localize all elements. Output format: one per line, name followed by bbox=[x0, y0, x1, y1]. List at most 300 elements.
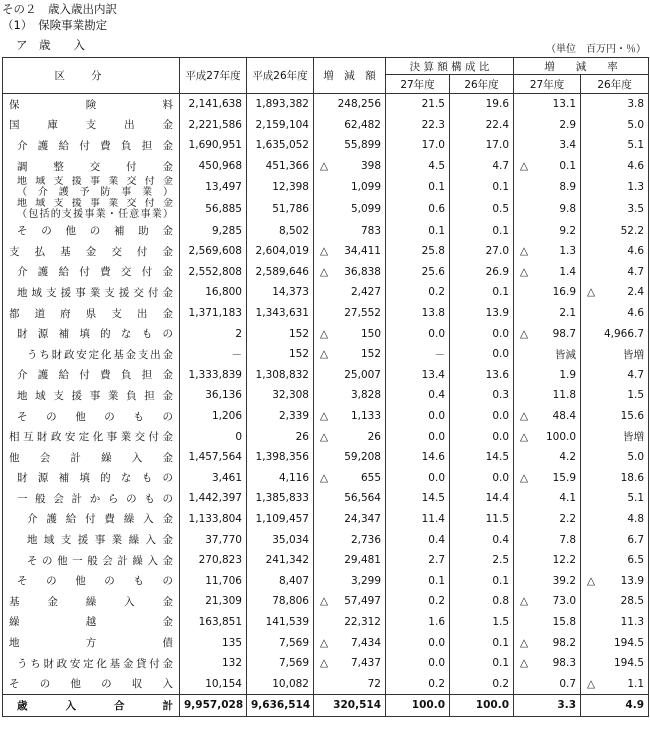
cell-diff-value: 22,312 bbox=[344, 615, 381, 628]
cell-rate-26-value: 5.1 bbox=[627, 139, 645, 152]
cell-diff-value: 36,838 bbox=[344, 265, 381, 278]
cell-rate-27 bbox=[514, 550, 581, 571]
cell-rate-26-value: 5.0 bbox=[627, 118, 645, 131]
cell-rate-27-value: 7.8 bbox=[559, 533, 577, 546]
row-label-text: 介護給付費交付金 bbox=[17, 266, 173, 279]
cell-rate-27-value: 1.9 bbox=[559, 368, 577, 381]
cell-h27-value: 37,770 bbox=[205, 533, 242, 546]
table-row bbox=[3, 426, 649, 447]
cell-diff bbox=[314, 176, 386, 198]
cell-diff-value: 3,828 bbox=[350, 389, 381, 402]
cell-comp-27-value: 0.4 bbox=[428, 533, 445, 546]
cell-rate-26 bbox=[581, 365, 649, 386]
cell-diff-value: 27,552 bbox=[344, 307, 381, 320]
cell-h26 bbox=[247, 323, 314, 344]
cell-comp-27 bbox=[386, 262, 450, 283]
cell-h27 bbox=[180, 570, 247, 591]
row-label-text: その他のもの bbox=[17, 575, 173, 588]
cell-h26 bbox=[247, 468, 314, 489]
cell-h26-value: 2,339 bbox=[278, 410, 309, 423]
table-row bbox=[3, 488, 649, 509]
cell-comp-26-value: 0.4 bbox=[492, 533, 510, 546]
cell-rate-26 bbox=[581, 344, 649, 365]
cell-comp-26 bbox=[450, 323, 514, 344]
cell-comp-27-value: 22.3 bbox=[421, 118, 445, 131]
cell-rate-27-value: 1.3 bbox=[559, 245, 577, 258]
row-label bbox=[3, 529, 180, 550]
row-label-text: うち財政安定化基金支出金 bbox=[27, 348, 173, 361]
cell-rate-27 bbox=[514, 385, 581, 406]
cell-comp-26 bbox=[450, 135, 514, 156]
cell-comp-26-value: 0.5 bbox=[492, 203, 510, 216]
cell-comp-27-value: 0.2 bbox=[428, 286, 445, 299]
row-label bbox=[3, 385, 180, 406]
cell-comp-27 bbox=[386, 156, 450, 177]
cell-h26 bbox=[247, 262, 314, 283]
row-label bbox=[3, 632, 180, 653]
row-label-text: 介護給付費繰入金 bbox=[27, 513, 173, 526]
cell-comp-27-value: 2.7 bbox=[428, 554, 445, 567]
cell-comp-27 bbox=[386, 632, 450, 653]
cell-h27 bbox=[180, 653, 247, 674]
row-label bbox=[3, 156, 180, 177]
cell-h27 bbox=[180, 488, 247, 509]
cell-h26 bbox=[247, 550, 314, 571]
cell-h26-value: 51,786 bbox=[272, 203, 309, 216]
cell-diff bbox=[314, 406, 386, 427]
total-row bbox=[3, 695, 649, 717]
total-c26 bbox=[450, 695, 514, 717]
row-label bbox=[3, 344, 180, 365]
table-row bbox=[3, 156, 649, 177]
col-rate-26: 26年度 bbox=[581, 75, 649, 94]
cell-rate-26 bbox=[581, 550, 649, 571]
cell-comp-26-value: 0.1 bbox=[492, 224, 510, 237]
cell-h26 bbox=[247, 344, 314, 365]
cell-comp-27 bbox=[386, 220, 450, 241]
negative-mark: △ bbox=[320, 348, 329, 361]
cell-diff bbox=[314, 468, 386, 489]
cell-rate-27-value: 2.9 bbox=[559, 118, 577, 131]
cell-h26 bbox=[247, 94, 314, 115]
cell-rate-26-value: 194.5 bbox=[613, 636, 645, 649]
cell-diff-value: 655 bbox=[360, 471, 381, 484]
negative-mark: △ bbox=[320, 657, 329, 670]
cell-diff-value: 1,099 bbox=[350, 181, 381, 194]
cell-h26-value: 35,034 bbox=[272, 533, 309, 546]
cell-h27-value: 11,706 bbox=[205, 574, 242, 587]
cell-rate-27 bbox=[514, 135, 581, 156]
negative-mark: △ bbox=[520, 265, 529, 278]
cell-h27 bbox=[180, 426, 247, 447]
cell-rate-26 bbox=[581, 135, 649, 156]
cell-diff bbox=[314, 447, 386, 468]
row-label bbox=[3, 406, 180, 427]
cell-comp-27 bbox=[386, 591, 450, 612]
cell-h27 bbox=[180, 344, 247, 365]
col-h26: 平成26年度 bbox=[247, 58, 314, 94]
row-label-text: 財源補填的なもの bbox=[17, 472, 173, 485]
cell-h26 bbox=[247, 303, 314, 324]
table-row bbox=[3, 591, 649, 612]
cell-rate-26 bbox=[581, 94, 649, 115]
total-label: 歳入合計 bbox=[3, 695, 180, 717]
cell-comp-26-value: 1.5 bbox=[492, 615, 510, 628]
cell-h27 bbox=[180, 632, 247, 653]
cell-rate-26 bbox=[581, 468, 649, 489]
cell-h26 bbox=[247, 176, 314, 198]
cell-comp-27-value: 0.4 bbox=[428, 389, 445, 402]
col-diff: 増 減 額 bbox=[314, 58, 386, 94]
col-composition: 決 算 額 構 成 比 bbox=[386, 58, 514, 75]
cell-comp-26 bbox=[450, 488, 514, 509]
cell-diff-value: 26 bbox=[367, 430, 381, 443]
cell-comp-27-value: 0.2 bbox=[428, 677, 445, 690]
cell-rate-27 bbox=[514, 632, 581, 653]
col-h27: 平成27年度 bbox=[180, 58, 247, 94]
cell-rate-27-value: 16.9 bbox=[552, 286, 577, 299]
cell-h26 bbox=[247, 653, 314, 674]
cell-h26 bbox=[247, 570, 314, 591]
cell-rate-26-value: 194.5 bbox=[613, 657, 645, 670]
row-label-text: 調整交付金 bbox=[17, 160, 173, 173]
cell-rate-26-value: 4.7 bbox=[627, 368, 645, 381]
cell-comp-26-value: 14.4 bbox=[485, 492, 510, 505]
cell-diff bbox=[314, 282, 386, 303]
negative-mark: △ bbox=[587, 574, 596, 587]
cell-h26 bbox=[247, 220, 314, 241]
cell-h27-value: 16,800 bbox=[205, 286, 242, 299]
row-label bbox=[3, 509, 180, 530]
cell-comp-27-value: 25.6 bbox=[421, 265, 445, 278]
cell-comp-26-value: 26.9 bbox=[485, 265, 510, 278]
cell-comp-26 bbox=[450, 632, 514, 653]
cell-rate-26-value: 5.1 bbox=[627, 492, 645, 505]
row-label-text: 介護給付費負担金 bbox=[17, 139, 173, 152]
table-row bbox=[3, 135, 649, 156]
cell-rate-27 bbox=[514, 198, 581, 220]
cell-diff-value: 150 bbox=[360, 327, 381, 340]
table-row bbox=[3, 365, 649, 386]
cell-h27 bbox=[180, 529, 247, 550]
cell-rate-26-value: 4.7 bbox=[627, 265, 645, 278]
cell-h26-value: 10,082 bbox=[272, 677, 309, 690]
cell-diff bbox=[314, 673, 386, 694]
cell-rate-27 bbox=[514, 282, 581, 303]
cell-h26-value: 8,407 bbox=[278, 574, 309, 587]
cell-diff bbox=[314, 653, 386, 674]
cell-comp-26 bbox=[450, 591, 514, 612]
cell-diff bbox=[314, 344, 386, 365]
row-label-text: 支払基金交付金 bbox=[9, 245, 173, 258]
cell-h26-value: 1,893,382 bbox=[255, 98, 309, 111]
cell-rate-26 bbox=[581, 612, 649, 633]
cell-rate-27-value: 13.1 bbox=[552, 98, 577, 111]
cell-comp-27 bbox=[386, 115, 450, 136]
cell-h27 bbox=[180, 176, 247, 198]
cell-rate-26-value: 6.7 bbox=[627, 533, 645, 546]
cell-h26 bbox=[247, 241, 314, 262]
cell-h27-value: 21,309 bbox=[205, 595, 242, 608]
cell-diff-value: 34,411 bbox=[344, 245, 381, 258]
row-label-text: 相互財政安定化事業交付金 bbox=[9, 431, 173, 444]
row-label bbox=[3, 426, 180, 447]
cell-diff bbox=[314, 529, 386, 550]
cell-comp-27 bbox=[386, 344, 450, 365]
negative-mark: △ bbox=[587, 286, 596, 299]
cell-rate-27-value: 11.8 bbox=[552, 389, 577, 402]
cell-diff-value: 2,427 bbox=[350, 286, 381, 299]
cell-rate-26-value: 3.5 bbox=[627, 203, 645, 216]
cell-comp-26 bbox=[450, 303, 514, 324]
table-row bbox=[3, 198, 649, 220]
cell-h27-value: 1,333,839 bbox=[188, 368, 242, 381]
cell-h27-value: 2,569,608 bbox=[188, 245, 242, 258]
cell-comp-26-value: 19.6 bbox=[485, 98, 510, 111]
row-label bbox=[3, 115, 180, 136]
cell-h26 bbox=[247, 529, 314, 550]
cell-diff-value: 398 bbox=[360, 160, 381, 173]
cell-diff bbox=[314, 550, 386, 571]
cell-h26-value: 7,569 bbox=[278, 636, 309, 649]
cell-comp-27 bbox=[386, 198, 450, 220]
cell-rate-26-value: 4.6 bbox=[627, 245, 645, 258]
cell-h27-value: 1,133,804 bbox=[188, 512, 242, 525]
cell-h26 bbox=[247, 632, 314, 653]
cell-comp-26-value: 0.0 bbox=[492, 348, 510, 361]
cell-rate-27 bbox=[514, 365, 581, 386]
cell-comp-27-value: 14.5 bbox=[421, 492, 445, 505]
negative-mark: △ bbox=[320, 265, 329, 278]
cell-comp-26-value: 13.6 bbox=[485, 368, 510, 381]
cell-diff-value: 25,007 bbox=[344, 368, 381, 381]
cell-diff-value: 3,299 bbox=[350, 574, 381, 587]
cell-h27-value: 3,461 bbox=[211, 471, 242, 484]
total-c27 bbox=[386, 695, 450, 717]
cell-comp-27-value: 0.1 bbox=[428, 224, 445, 237]
cell-rate-26 bbox=[581, 570, 649, 591]
negative-mark: △ bbox=[520, 430, 529, 443]
negative-mark: △ bbox=[520, 410, 529, 423]
cell-comp-26-value: 0.1 bbox=[492, 636, 510, 649]
cell-h27 bbox=[180, 220, 247, 241]
row-label-text: その他のもの bbox=[17, 410, 173, 423]
cell-h27 bbox=[180, 365, 247, 386]
cell-rate-26 bbox=[581, 262, 649, 283]
cell-h26-value: 12,398 bbox=[272, 181, 309, 194]
cell-h27-value: 13,497 bbox=[205, 181, 242, 194]
cell-h27 bbox=[180, 115, 247, 136]
cell-diff bbox=[314, 509, 386, 530]
cell-diff-value: 1,133 bbox=[350, 410, 381, 423]
cell-comp-27 bbox=[386, 550, 450, 571]
table-title: ア 歳 入 bbox=[16, 38, 85, 52]
cell-rate-27-value: 48.4 bbox=[552, 410, 577, 423]
cell-rate-26 bbox=[581, 509, 649, 530]
cell-comp-26-value: 4.7 bbox=[492, 160, 510, 173]
row-label-text: その他の補助金 bbox=[17, 225, 173, 238]
table-row bbox=[3, 550, 649, 571]
cell-h27 bbox=[180, 406, 247, 427]
cell-comp-27-value: 0.6 bbox=[428, 203, 445, 216]
cell-rate-26 bbox=[581, 241, 649, 262]
cell-h26-value: 4,116 bbox=[278, 471, 309, 484]
cell-rate-26-value: 11.3 bbox=[620, 615, 645, 628]
row-label bbox=[3, 365, 180, 386]
cell-comp-26 bbox=[450, 612, 514, 633]
cell-comp-26 bbox=[450, 385, 514, 406]
cell-h27 bbox=[180, 198, 247, 220]
cell-h27-value: 135 bbox=[221, 636, 242, 649]
row-label bbox=[3, 612, 180, 633]
col-comp-27: 27年度 bbox=[386, 75, 450, 94]
table-row bbox=[3, 509, 649, 530]
cell-rate-27-value: 98.7 bbox=[552, 327, 577, 340]
revenue-table bbox=[2, 57, 649, 717]
cell-h26 bbox=[247, 135, 314, 156]
cell-comp-26 bbox=[450, 468, 514, 489]
row-label-text: 繰越金 bbox=[9, 616, 173, 629]
cell-rate-27 bbox=[514, 509, 581, 530]
row-label bbox=[3, 176, 180, 198]
cell-comp-26 bbox=[450, 198, 514, 220]
cell-comp-26-value: 13.9 bbox=[485, 307, 510, 320]
cell-h26 bbox=[247, 673, 314, 694]
table-row bbox=[3, 344, 649, 365]
negative-mark: △ bbox=[587, 677, 596, 690]
cell-diff-value: 7,434 bbox=[350, 636, 381, 649]
cell-comp-26-value: 0.0 bbox=[492, 327, 510, 340]
cell-diff bbox=[314, 135, 386, 156]
cell-comp-27-value: 4.5 bbox=[428, 160, 445, 173]
cell-comp-27 bbox=[386, 426, 450, 447]
cell-rate-26-value: 1.3 bbox=[627, 181, 645, 194]
cell-rate-26 bbox=[581, 220, 649, 241]
cell-rate-27 bbox=[514, 612, 581, 633]
cell-rate-27-value: 皆減 bbox=[555, 348, 577, 361]
cell-rate-26 bbox=[581, 156, 649, 177]
cell-rate-27-value: 98.2 bbox=[552, 636, 577, 649]
cell-comp-26 bbox=[450, 241, 514, 262]
cell-h26 bbox=[247, 282, 314, 303]
cell-rate-26-value: 13.9 bbox=[620, 574, 645, 587]
negative-mark: △ bbox=[520, 595, 529, 608]
row-label bbox=[3, 323, 180, 344]
cell-comp-27-value: 0.0 bbox=[428, 430, 445, 443]
cell-rate-27 bbox=[514, 115, 581, 136]
cell-comp-27-value: 0.0 bbox=[428, 410, 445, 423]
cell-comp-26 bbox=[450, 176, 514, 198]
row-label-text: 都道府県支出金 bbox=[9, 307, 173, 320]
total-c27-value: 100.0 bbox=[411, 699, 445, 712]
cell-comp-27 bbox=[386, 365, 450, 386]
cell-comp-26-value: 14.5 bbox=[485, 451, 510, 464]
cell-rate-27 bbox=[514, 653, 581, 674]
cell-comp-26 bbox=[450, 282, 514, 303]
cell-rate-27-value: 98.3 bbox=[552, 657, 577, 670]
total-r26-value: 4.9 bbox=[625, 699, 645, 712]
cell-h27 bbox=[180, 156, 247, 177]
cell-h26-value: 1,635,052 bbox=[255, 139, 309, 152]
cell-diff bbox=[314, 198, 386, 220]
negative-mark: △ bbox=[520, 160, 529, 173]
row-label-text: その他の収入 bbox=[9, 678, 173, 691]
cell-rate-26 bbox=[581, 447, 649, 468]
cell-comp-27 bbox=[386, 135, 450, 156]
total-h27 bbox=[180, 695, 247, 717]
cell-rate-27-value: 4.1 bbox=[559, 492, 577, 505]
negative-mark: △ bbox=[520, 471, 529, 484]
cell-comp-26-value: 0.1 bbox=[492, 181, 510, 194]
cell-rate-26-value: 4.8 bbox=[627, 512, 645, 525]
cell-h26 bbox=[247, 115, 314, 136]
negative-mark: △ bbox=[320, 595, 329, 608]
total-h27-value: 9,957,028 bbox=[184, 699, 244, 712]
row-label-text: 地域支援事業支援交付金 bbox=[17, 286, 173, 299]
cell-diff bbox=[314, 220, 386, 241]
cell-h27 bbox=[180, 550, 247, 571]
cell-diff-value: 57,497 bbox=[344, 595, 381, 608]
cell-rate-26 bbox=[581, 303, 649, 324]
cell-h27-value: 1,206 bbox=[211, 410, 242, 423]
cell-h27 bbox=[180, 262, 247, 283]
cell-h27 bbox=[180, 241, 247, 262]
cell-h26-value: 1,109,457 bbox=[255, 512, 309, 525]
row-label bbox=[3, 241, 180, 262]
cell-h27 bbox=[180, 591, 247, 612]
cell-h27 bbox=[180, 282, 247, 303]
cell-h26-value: 8,502 bbox=[278, 224, 309, 237]
cell-rate-26 bbox=[581, 282, 649, 303]
cell-h27-value: 2,141,638 bbox=[188, 98, 242, 111]
cell-h27 bbox=[180, 612, 247, 633]
total-c26-value: 100.0 bbox=[475, 699, 510, 712]
cell-rate-27-value: 15.8 bbox=[552, 615, 577, 628]
cell-rate-27-value: 3.4 bbox=[559, 139, 577, 152]
cell-rate-27 bbox=[514, 94, 581, 115]
cell-h27 bbox=[180, 385, 247, 406]
cell-rate-27-value: 4.2 bbox=[559, 451, 577, 464]
cell-h27 bbox=[180, 303, 247, 324]
section-title: その２ 歳入歳出内訳 bbox=[2, 2, 117, 16]
cell-rate-27 bbox=[514, 262, 581, 283]
cell-h27-value: 56,885 bbox=[205, 203, 242, 216]
cell-comp-26 bbox=[450, 509, 514, 530]
cell-h26-value: 141,539 bbox=[265, 615, 309, 628]
cell-rate-27 bbox=[514, 447, 581, 468]
cell-rate-26-value: 2.4 bbox=[627, 286, 645, 299]
cell-diff-value: 2,736 bbox=[350, 533, 381, 546]
cell-rate-27-value: 2.1 bbox=[559, 307, 577, 320]
cell-h26 bbox=[247, 426, 314, 447]
cell-rate-27 bbox=[514, 529, 581, 550]
table-row bbox=[3, 632, 649, 653]
cell-comp-27 bbox=[386, 282, 450, 303]
row-label-text: 地域支援事業交付金 bbox=[17, 176, 173, 188]
cell-diff bbox=[314, 385, 386, 406]
cell-comp-26 bbox=[450, 220, 514, 241]
cell-h27-value: 1,371,183 bbox=[188, 307, 242, 320]
row-label-text: 国庫支出金 bbox=[9, 119, 173, 132]
table-row bbox=[3, 262, 649, 283]
cell-rate-27 bbox=[514, 591, 581, 612]
cell-diff bbox=[314, 303, 386, 324]
cell-rate-26 bbox=[581, 406, 649, 427]
cell-rate-26-value: 15.6 bbox=[620, 410, 645, 423]
cell-h26 bbox=[247, 591, 314, 612]
cell-rate-27 bbox=[514, 176, 581, 198]
cell-rate-27 bbox=[514, 488, 581, 509]
